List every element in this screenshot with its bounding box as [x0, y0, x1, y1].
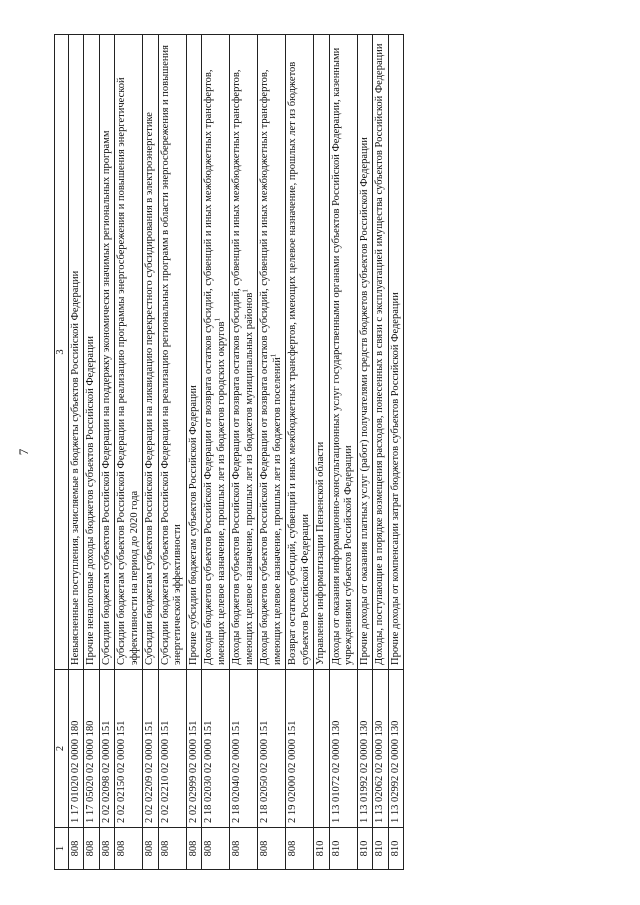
admin-code-cell [329, 828, 357, 870]
revenue-name-cell [158, 35, 186, 670]
budget-code-cell [99, 670, 115, 828]
admin-code-cell-text: 808 [287, 840, 298, 857]
budget-code-cell-text: 1 13 01992 02 0000 130 [358, 720, 370, 823]
revenue-name-cell [84, 35, 100, 670]
table-row [186, 35, 202, 870]
table-row [158, 35, 186, 870]
budget-code-cell-text: 2 18 02050 02 0000 151 [259, 720, 270, 823]
table-row [230, 35, 258, 870]
revenue-name-cell-text: Прочие доходы от оказания платных услуг (работ) получателями средств бюджетов субъектов Российской Федерации [358, 137, 370, 665]
revenue-name-cell-text: Доходы бюджетов субъектов Российской Федерации от возврата остатков субсидий, субвенций и иных межбюджетных трансфертов, имеющих целевое назначение, прошлых лет из бюджетов поселений [259, 69, 283, 665]
table-header-row [55, 35, 69, 870]
admin-code-cell [143, 828, 159, 870]
table-row [202, 35, 230, 870]
budget-code-cell [202, 670, 230, 828]
revenue-name-cell-text: Доходы бюджетов субъектов Российской Федерации от возврата остатков субсидий, субвенций и иных межбюджетных трансфертов, имеющих целевое назначение, прошлых лет из бюджетов городских округов [203, 69, 227, 665]
revenue-name-cell [314, 35, 330, 670]
revenue-name-cell-text: Субсидии бюджетам субъектов Российской Федерации на реализацию программы энергосбережения и повышения энергетической эффективности на период до 2020 года [116, 77, 140, 665]
budget-code-cell-text: 2 02 02999 02 0000 151 [187, 720, 199, 823]
admin-code-cell-text: 808 [85, 840, 96, 857]
column-header-1: 1 [55, 828, 69, 870]
admin-code-cell [84, 828, 100, 870]
revenue-name-cell [186, 35, 202, 670]
admin-code-cell [388, 828, 404, 870]
admin-code-cell [314, 828, 330, 870]
budget-code-cell [357, 670, 373, 828]
revenue-name-cell [202, 35, 230, 670]
budget-code-cell-text: 2 02 02209 02 0000 151 [144, 720, 155, 823]
table-row [143, 35, 159, 870]
budget-code-cell-text: 2 02 02210 02 0000 151 [159, 720, 171, 823]
table-row [68, 35, 84, 870]
admin-code-cell [373, 828, 389, 870]
column-header-2: 2 [55, 670, 69, 828]
budget-code-cell-text: 1 17 05020 02 0000 180 [85, 720, 96, 823]
admin-code-cell [357, 828, 373, 870]
admin-code-cell-text: 808 [144, 840, 155, 857]
revenue-name-cell-text: Возврат остатков субсидий, субвенций и иных межбюджетных трансфертов, имеющих целевое назначение, прошлых лет из бюджетов субъектов Российской Федерации [287, 61, 311, 665]
budget-code-cell-text: 1 17 01020 02 0000 180 [69, 720, 81, 823]
budget-code-cell-text: 2 02 02150 02 0000 151 [116, 720, 127, 823]
revenue-name-cell [388, 35, 404, 670]
admin-code-cell [68, 828, 84, 870]
budget-code-cell [373, 670, 389, 828]
budget-code-cell [158, 670, 186, 828]
footnote-marker: 1 [241, 289, 249, 293]
budget-code-cell [115, 670, 143, 828]
admin-code-cell [99, 828, 115, 870]
admin-code-cell-text: 808 [116, 840, 127, 857]
budget-code-cell-text: 1 13 01072 02 0000 130 [330, 720, 342, 823]
budget-code-cell [329, 670, 357, 828]
admin-code-cell-text: 810 [374, 840, 385, 857]
revenue-name-cell [99, 35, 115, 670]
admin-code-cell-text: 810 [389, 840, 401, 857]
column-header-3: 3 [55, 35, 69, 670]
admin-code-cell-text: 808 [100, 840, 112, 857]
revenue-name-cell-text: Прочие неналоговые доходы бюджетов субъектов Российской Федерации [85, 336, 96, 665]
budget-code-cell [186, 670, 202, 828]
budget-code-cell [258, 670, 286, 828]
admin-code-cell-text: 808 [187, 840, 199, 857]
revenue-name-cell [258, 35, 286, 670]
table-row [115, 35, 143, 870]
revenue-name-cell-text: Прочие доходы от компенсации затрат бюджетов субъектов Российской Федерации [389, 292, 401, 665]
admin-code-cell [286, 828, 314, 870]
revenue-name-cell-text: Субсидии бюджетам субъектов Российской Федерации на реализацию региональных программ в области энергосбережения и повышения энергетической эффективности [159, 45, 183, 665]
budget-code-cell-text: 2 02 02098 02 0000 151 [100, 720, 112, 823]
revenue-name-cell [357, 35, 373, 670]
footnote-marker: 1 [269, 353, 277, 358]
table-row [99, 35, 115, 870]
revenue-name-cell-text: Субсидии бюджетам субъектов Российской Федерации на поддержку экономически значимых региональных программ [100, 130, 112, 665]
budget-code-cell [84, 670, 100, 828]
budget-code-cell [314, 670, 330, 828]
admin-code-cell-text: 810 [315, 840, 326, 857]
revenue-name-cell-text: Доходы бюджетов субъектов Российской Федерации от возврата остатков субсидий, субвенций и иных межбюджетных трансфертов, имеющих целевое назначение, прошлых лет из бюджетов муниципальных районов [231, 69, 255, 665]
revenue-name-cell-text: Невыясненные поступления, зачисляемые в бюджеты субъектов Российской Федерации [69, 270, 81, 665]
admin-code-cell-text: 808 [203, 840, 214, 857]
revenue-name-cell [115, 35, 143, 670]
admin-code-cell-text: 808 [231, 840, 242, 857]
budget-code-cell-text: 2 19 02000 02 0000 151 [287, 720, 298, 823]
table-row [357, 35, 373, 870]
admin-code-cell-text: 810 [358, 840, 370, 857]
revenue-name-cell-text: Субсидии бюджетам субъектов Российской Федерации на ликвидацию перекрестного субсидирования в электроэнергетике [144, 112, 155, 665]
revenue-name-cell [329, 35, 357, 670]
table-row [84, 35, 100, 870]
table-row [388, 35, 404, 870]
budget-code-cell [68, 670, 84, 828]
budget-code-cell-text: 1 13 02992 02 0000 130 [389, 720, 401, 823]
admin-code-cell [202, 828, 230, 870]
admin-code-cell [230, 828, 258, 870]
table-row [314, 35, 330, 870]
footnote-marker: 1 [213, 318, 221, 322]
page-number: 7 [16, 448, 31, 456]
budget-code-cell [230, 670, 258, 828]
revenue-name-cell [373, 35, 389, 670]
table-row [286, 35, 314, 870]
table-row [329, 35, 357, 870]
revenue-codes-table [54, 34, 404, 870]
table-container [54, 35, 594, 870]
admin-code-cell [258, 828, 286, 870]
budget-code-cell [143, 670, 159, 828]
revenue-name-cell [68, 35, 84, 670]
budget-code-cell-text: 2 18 02040 02 0000 151 [231, 720, 242, 823]
admin-code-cell [186, 828, 202, 870]
revenue-name-cell [143, 35, 159, 670]
admin-code-cell-text: 808 [69, 840, 81, 857]
revenue-name-cell-text: Прочие субсидии бюджетам субъектов Российской Федерации [187, 385, 199, 665]
admin-code-cell [115, 828, 143, 870]
budget-code-cell [286, 670, 314, 828]
admin-code-cell-text: 808 [259, 840, 270, 857]
revenue-name-cell-text: Управление информатизации Пензенской области [315, 441, 326, 665]
revenue-name-cell-text: Доходы от оказания информационно-консультационных услуг государственными органами субъектов Российской Федерации, казенными учреждениями субъектов Российской Федерации [330, 47, 354, 665]
budget-code-cell [388, 670, 404, 828]
budget-code-cell-text: 2 18 02030 02 0000 151 [203, 720, 214, 823]
admin-code-cell-text: 810 [330, 840, 342, 857]
admin-code-cell-text: 808 [159, 840, 171, 857]
revenue-name-cell-text: Доходы, поступающие в порядке возмещения расходов, понесенных в связи с эксплуатацией имущества субъектов Российской Федерации [374, 43, 385, 665]
table-row [373, 35, 389, 870]
revenue-name-cell [230, 35, 258, 670]
budget-code-cell-text: 1 13 02062 02 0000 130 [374, 720, 385, 823]
revenue-name-cell [286, 35, 314, 670]
table-row [258, 35, 286, 870]
admin-code-cell [158, 828, 186, 870]
